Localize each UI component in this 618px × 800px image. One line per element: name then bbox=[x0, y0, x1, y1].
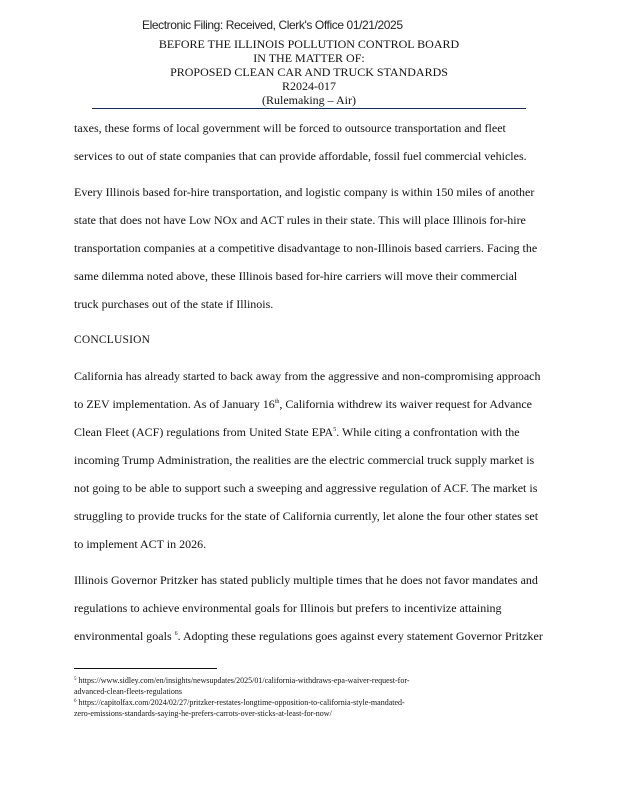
body-text bbox=[74, 114, 544, 650]
header-divider bbox=[92, 108, 526, 109]
footnote-ref-5[interactable]: 5 bbox=[333, 427, 337, 433]
header-docket: R2024-017 bbox=[282, 79, 336, 93]
filing-stamp: Electronic Filing: Received, Clerk's Office 01/21/2025 bbox=[142, 18, 403, 32]
paragraph-2: Every Illinois based for-hire transportation, and logistic company is within 150 miles of another state that does not have Low NOx and ACT rules in their state. This will place Illinois for-hire transportation companies at a competitive disadvantage to non-Illinois based carriers. Facing the same dilemma noted above, these Illinois based for-hire carriers will move their commercial truck purchases out of the state if Illinois. bbox=[74, 185, 538, 311]
footnote-link[interactable]: https://www.sidley.com/en/insights/newsupdates/2025/01/california-withdraws-epa-waiver-request-for- bbox=[76, 676, 410, 685]
footnote-link-cont[interactable]: zero-emissions-standards-saying-he-prefers-carrots-over-sticks-at-least-for-now/ bbox=[74, 709, 332, 718]
footnotes bbox=[74, 675, 544, 719]
section-heading: CONCLUSION bbox=[74, 334, 151, 346]
footnote-5: $^5$ https://www.sidley.com/en/insights/newsupdates/2025/01/california-withdraws-epa-waiver-request-for- advanced-clean-fleets-regulations bbox=[74, 675, 544, 697]
header-rulemaking: (Rulemaking – Air) bbox=[262, 93, 356, 107]
footnote-6: $^6$ https://capitolfax.com/2024/02/27/pritzker-restates-longtime-opposition-to-california-style-mandated- zero-emissions-standards-saying-he-prefers-carrots-over-sticks-at-least-for-now/ bbox=[74, 697, 544, 719]
header-title: PROPOSED CLEAN CAR AND TRUCK STANDARDS bbox=[170, 65, 448, 79]
footnote-link[interactable]: https://capitolfax.com/2024/02/27/pritzker-restates-longtime-opposition-to-california-style-mandated- bbox=[76, 698, 405, 707]
header-matter: IN THE MATTER OF: bbox=[253, 51, 365, 65]
footnote-link-cont[interactable]: advanced-clean-fleets-regulations bbox=[74, 687, 182, 696]
case-header bbox=[92, 37, 526, 107]
paragraph-1: taxes, these forms of local government will be forced to outsource transportation and fleet services to out of state companies that can provide affordable, fossil fuel commercial vehicles. bbox=[74, 121, 527, 163]
footnote-ref-6[interactable]: 6 bbox=[174, 631, 178, 637]
paragraph-4: Illinois Governor Pritzker has stated publicly multiple times that he does not favor mandates and regulations to achieve environmental goals for Illinois but prefers to incentivize attaining environmental goals $^6$. Adopting these regulations goes against every statement Governor Pritzker bbox=[74, 573, 543, 643]
footnote-divider bbox=[74, 668, 217, 669]
superscript: th bbox=[274, 399, 280, 405]
header-board: BEFORE THE ILLINOIS POLLUTION CONTROL BOARD bbox=[158, 37, 460, 51]
paragraph-3: California has already started to back away from the aggressive and non-compromising approach to ZEV implementation. As of January 16th, California withdrew its waiver request for Advance Clean Fleet (ACF) regulations from United State EPA$^5$. While citing a confrontation with the incoming Trump Administration, the realities are the electric commercial truck supply market is not going to be able to support such a sweeping and aggressive regulation of ACF. The market is struggling to provide trucks for the state of California currently, let alone the four other states set to implement ACT in 2026. bbox=[74, 369, 541, 551]
